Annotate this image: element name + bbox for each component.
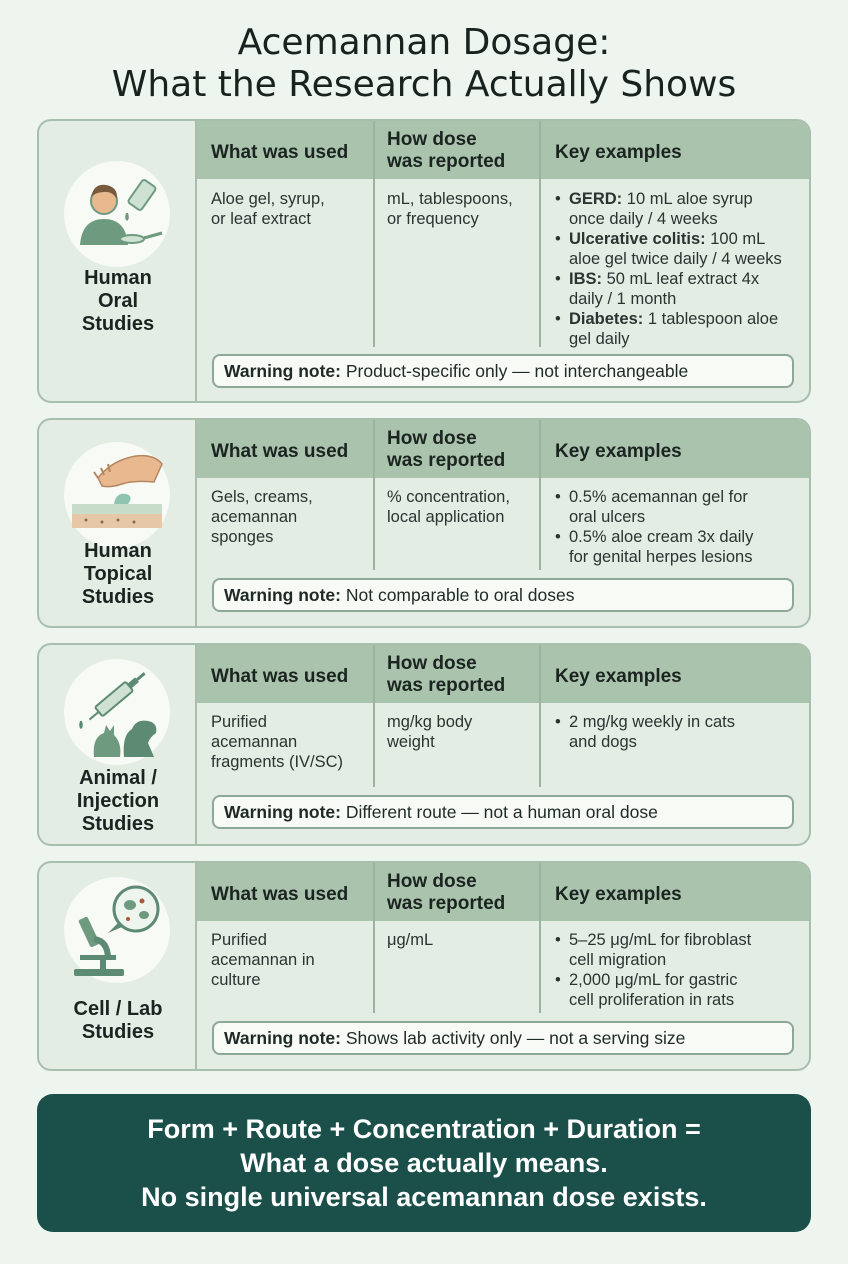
list-item: • 2 mg/kg weekly in cats <box>555 712 735 732</box>
list-item: • Diabetes: 1 tablespoon aloe <box>555 309 782 329</box>
header-key-examples: Key examples <box>555 142 682 163</box>
header-what-was-used: What was used <box>211 884 349 905</box>
section-label-panel <box>39 863 197 1069</box>
warning-note: Warning note: Shows lab activity only — not a serving size <box>212 1021 794 1055</box>
column-divider <box>373 121 375 347</box>
header-how-dose-reported: How dose was reported <box>387 653 506 696</box>
list-item: • 0.5% aloe cream 3x daily <box>555 527 753 547</box>
header-what-was-used: What was used <box>211 666 349 687</box>
cell-how-dose-reported: mL, tablespoons, or frequency <box>387 190 513 228</box>
cell-key-examples: • 5–25 μg/mL for fibroblast cell migration • 2,000 μg/mL for gastric cell proliferation in rats <box>555 930 751 1010</box>
cell-what-was-used: Gels, creams, acemannan sponges <box>211 488 313 546</box>
column-divider <box>539 863 541 1013</box>
column-divider <box>539 420 541 570</box>
cell-key-examples: • 2 mg/kg weekly in cats and dogs <box>555 712 735 752</box>
column-divider <box>373 645 375 787</box>
list-item: • IBS: 50 mL leaf extract 4x <box>555 269 782 289</box>
section-label: Human Oral Studies <box>81 267 155 335</box>
list-item: • 5–25 μg/mL for fibroblast <box>555 930 751 950</box>
page-title: Acemannan Dosage: What the Research Actually Shows <box>111 22 737 105</box>
section-animal-injection <box>37 643 811 846</box>
header-how-dose-reported: How dose was reported <box>387 428 506 471</box>
header-key-examples: Key examples <box>555 666 682 687</box>
syringe-cat-dog-icon <box>64 659 170 765</box>
section-label-panel <box>39 645 197 844</box>
section-human-oral <box>37 119 811 403</box>
header-how-dose-reported: How dose was reported <box>387 129 506 172</box>
cell-how-dose-reported: μg/mL <box>387 931 434 949</box>
header-how-dose-reported: How dose was reported <box>387 871 506 914</box>
section-label-panel <box>39 420 197 626</box>
column-divider <box>373 420 375 570</box>
list-item: • Ulcerative colitis: 100 mL <box>555 229 782 249</box>
summary-banner: Form + Route + Concentration + Duration = What a dose actually means. No single universal acemannan dose exists. <box>37 1094 811 1232</box>
header-what-was-used: What was used <box>211 441 349 462</box>
cell-how-dose-reported: % concentration, local application <box>387 488 510 526</box>
section-cell-lab <box>37 861 811 1071</box>
section-label: Cell / Lab Studies <box>73 998 163 1043</box>
warning-note: Warning note: Not comparable to oral doses <box>212 578 794 612</box>
list-item: • 0.5% acemannan gel for <box>555 487 753 507</box>
column-divider <box>539 121 541 347</box>
column-divider <box>373 863 375 1013</box>
column-divider <box>539 645 541 787</box>
cell-key-examples: • 0.5% acemannan gel for oral ulcers • 0.5% aloe cream 3x daily for genital herpes lesions <box>555 487 753 567</box>
header-what-was-used: What was used <box>211 142 349 163</box>
warning-note: Warning note: Product-specific only — not interchangeable <box>212 354 794 388</box>
warning-note: Warning note: Different route — not a human oral dose <box>212 795 794 829</box>
hand-applying-gel-icon <box>64 442 170 548</box>
section-label: Human Topical Studies <box>81 540 155 608</box>
cell-key-examples: • GERD: 10 mL aloe syrup once daily / 4 weeks • Ulcerative colitis: 100 mL aloe gel twice daily / 4 weeks • IBS: 50 mL leaf extract 4x daily / 1 month • Diabetes: 1 tablespoon aloe gel daily <box>555 189 782 349</box>
cell-how-dose-reported: mg/kg body weight <box>387 713 473 751</box>
section-label-panel <box>39 121 197 401</box>
person-drinking-syrup-icon <box>64 161 170 267</box>
section-label: Animal / Injection Studies <box>76 767 160 835</box>
cell-what-was-used: Purified acemannan in culture <box>211 931 315 989</box>
header-key-examples: Key examples <box>555 884 682 905</box>
section-human-topical <box>37 418 811 628</box>
header-key-examples: Key examples <box>555 441 682 462</box>
microscope-cells-icon <box>64 877 170 983</box>
cell-what-was-used: Purified acemannan fragments (IV/SC) <box>211 713 344 771</box>
cell-what-was-used: Aloe gel, syrup, or leaf extract <box>211 190 325 228</box>
list-item: • GERD: 10 mL aloe syrup <box>555 189 782 209</box>
list-item: • 2,000 μg/mL for gastric <box>555 970 751 990</box>
